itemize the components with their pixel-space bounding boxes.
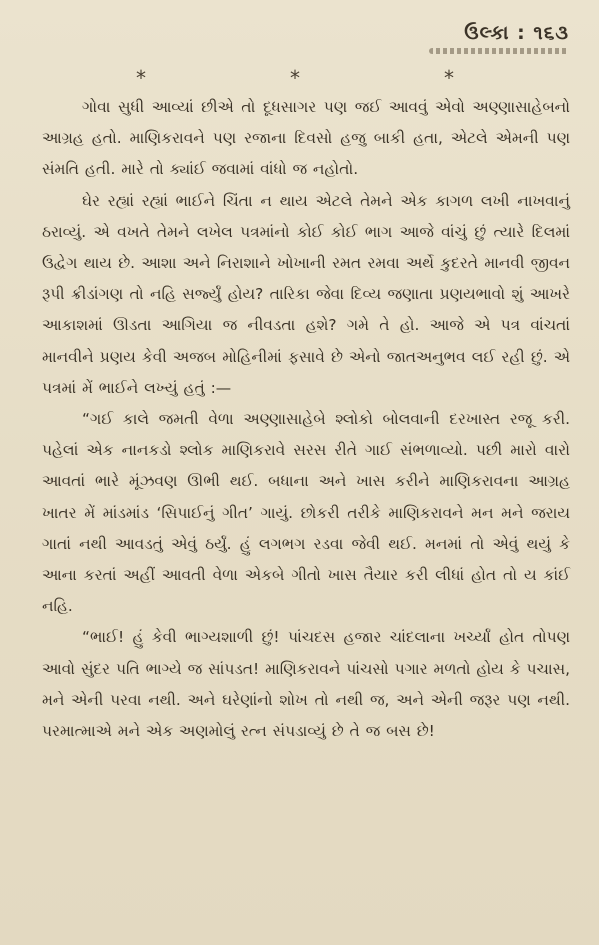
section-separator: [0, 66, 599, 90]
separator-star: *: [444, 66, 454, 90]
paragraph: ગોવા સુધી આવ્યાં છીએ તો દૂધસાગર પણ જઈ આવવું એવો અણ્ણાસાહેબનો આગ્રહ હતો. માણિકરાવને પણ રજાના દિવસો હજુ બાકી હતા, એટલે એમની પણ સંમતિ હતી. મારે તો ક્યાંઈ જવામાં વાંધો જ નહોતો.: [42, 98, 570, 179]
paragraph: “ગઈ કાલે જમતી વેળા અણ્ણાસાહેબે શ્લોકો બોલવાની દરખાસ્ત રજૂ કરી. પહેલાં એક નાનકડો શ્લોક માણિકરાવે સરસ રીતે ગાઈ સંભળાવ્યો. પછી મારો વારો આવતાં ભારે મૂંઝવણ ઊભી થઈ. બધાના અને ખાસ કરીને માણિકરાવના આગ્રહ ખાતર મેં માંડમાંડ ‘સિપાઈનું ગીત’ ગાયું. છોકરી તરીકે માણિકરાવને મન મને જરાય ગાતાં નથી આવડતું એવું ઠર્યું. હું લગભગ રડવા જેવી થઈ. મનમાં તો એવું થયું કે આના કરતાં અહીં આવતી વેળા એકબે ગીતો ખાસ તૈયાર કરી લીધાં હોત તો ય કાંઈ નહિ.: [42, 410, 570, 616]
paragraph: ઘેર રહ્યાં રહ્યાં ભાઈને ચિંતા ન થાય એટલે તેમને એક કાગળ લખી નાખવાનું ઠરાવ્યું. એ વખતે તેમને લખેલ પત્રમાંનો કોઈ કોઈ ભાગ આજે વાંચું છું ત્યારે દિલમાં ઉદ્વેગ થાય છે. આશા અને નિરાશાને ખોખાની રમત રમવા અર્થે કુદરતે માનવી જીવન રૂપી ક્રીડાંગણ તો નહિ સર્જ્યું હોય? તારિકા જેવા દિવ્ય જણાતા પ્રણયભાવો શું આખરે આકાશમાં ઊડતા આગિયા જ નીવડતા હશે? ગમે તે હો. આજે એ પત્ર વાંચતાં માનવીને પ્રણય કેવી અજબ મોહિનીમાં ફસાવે છે એનો જાતઅનુભવ લઈ રહી છું. એ પત્રમાં મેં ભાઈને લખ્યું હતું :—: [42, 191, 570, 397]
separator-star: *: [290, 66, 300, 90]
header-underline: [429, 48, 569, 54]
paragraph: “ભાઈ! હું કેવી ભાગ્યશાળી છું! પાંચદસ હજાર ચાંદલાના ખર્ચ્યાં હોત તોપણ આવો સુંદર પતિ ભાગ્યે જ સાંપડત! માણિકરાવને પાંચસો પગાર મળતો હોય કે પચાસ, મને એની પરવા નથી. અને ઘરેણાંનો શોખ તો નથી જ, અને એની જરૂર પણ નથી. પરમાત્માએ મને એક અણમોલું રત્ન સંપડાવ્યું છે તે જ બસ છે!: [42, 628, 570, 741]
separator-star: *: [136, 66, 146, 90]
page-body: [42, 92, 570, 747]
page-header: ઉલ્કા : ૧૬૩: [464, 22, 569, 44]
